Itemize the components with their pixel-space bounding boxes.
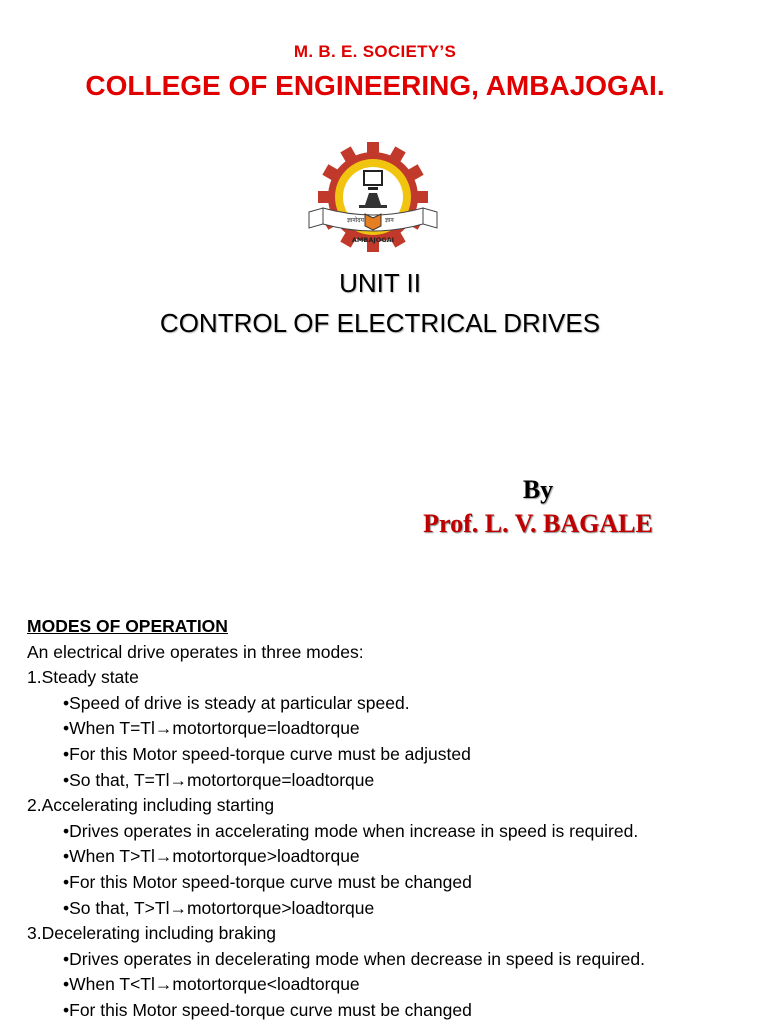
mode-heading: 1.Steady state bbox=[27, 667, 139, 688]
intro-text: An electrical drive operates in three modes: bbox=[27, 641, 364, 662]
college-name: COLLEGE OF ENGINEERING, AMBAJOGAI. bbox=[85, 70, 665, 101]
mode-heading: 2.Accelerating including starting bbox=[27, 795, 275, 816]
bullet-point: •When T>Tl→motortorque>loadtorque bbox=[63, 846, 360, 867]
bullet-point: •For this Motor speed-torque curve must be adjusted bbox=[63, 743, 471, 764]
ribbon-right-text: ज्ञान bbox=[385, 217, 394, 224]
by-label: By bbox=[522, 475, 554, 504]
notes-list bbox=[27, 665, 757, 1023]
bullet-point: •Speed of drive is steady at particular speed. bbox=[63, 692, 410, 713]
college-logo bbox=[305, 142, 441, 256]
bullet-point: •When T<Tl→motortorque<loadtorque bbox=[63, 974, 360, 995]
society-name: M. B. E. SOCIETY’S bbox=[293, 42, 457, 61]
bullet-point: •So that, T>Tl→motortorque>loadtorque bbox=[63, 897, 375, 918]
bullet-point: •For this Motor speed-torque curve must be changed bbox=[63, 999, 472, 1020]
bullet-point: •Drives operates in accelerating mode when increase in speed is required. bbox=[63, 820, 639, 841]
unit-number: UNIT II bbox=[339, 268, 421, 298]
notes-section bbox=[27, 614, 757, 1024]
section-heading: MODES OF OPERATION bbox=[27, 616, 228, 636]
bullet-point: •So that, T=Tl→motortorque=loadtorque bbox=[63, 769, 375, 790]
unit-title: CONTROL OF ELECTRICAL DRIVES bbox=[159, 308, 601, 338]
college-gear-logo-icon bbox=[305, 142, 441, 256]
bullet-point: •When T=Tl→motortorque=loadtorque bbox=[63, 718, 360, 739]
ribbon-left-text: ज्ञानोदय bbox=[347, 217, 364, 224]
mode-heading: 3.Decelerating including braking bbox=[27, 923, 277, 944]
logo-bottom-text: AMBAJOGAI bbox=[351, 236, 395, 244]
bullet-point: •Drives operates in decelerating mode when decrease in speed is required. bbox=[63, 948, 646, 969]
author-name: Prof. L. V. BAGALE bbox=[423, 509, 653, 538]
bullet-point: •For this Motor speed-torque curve must be changed bbox=[63, 871, 472, 892]
